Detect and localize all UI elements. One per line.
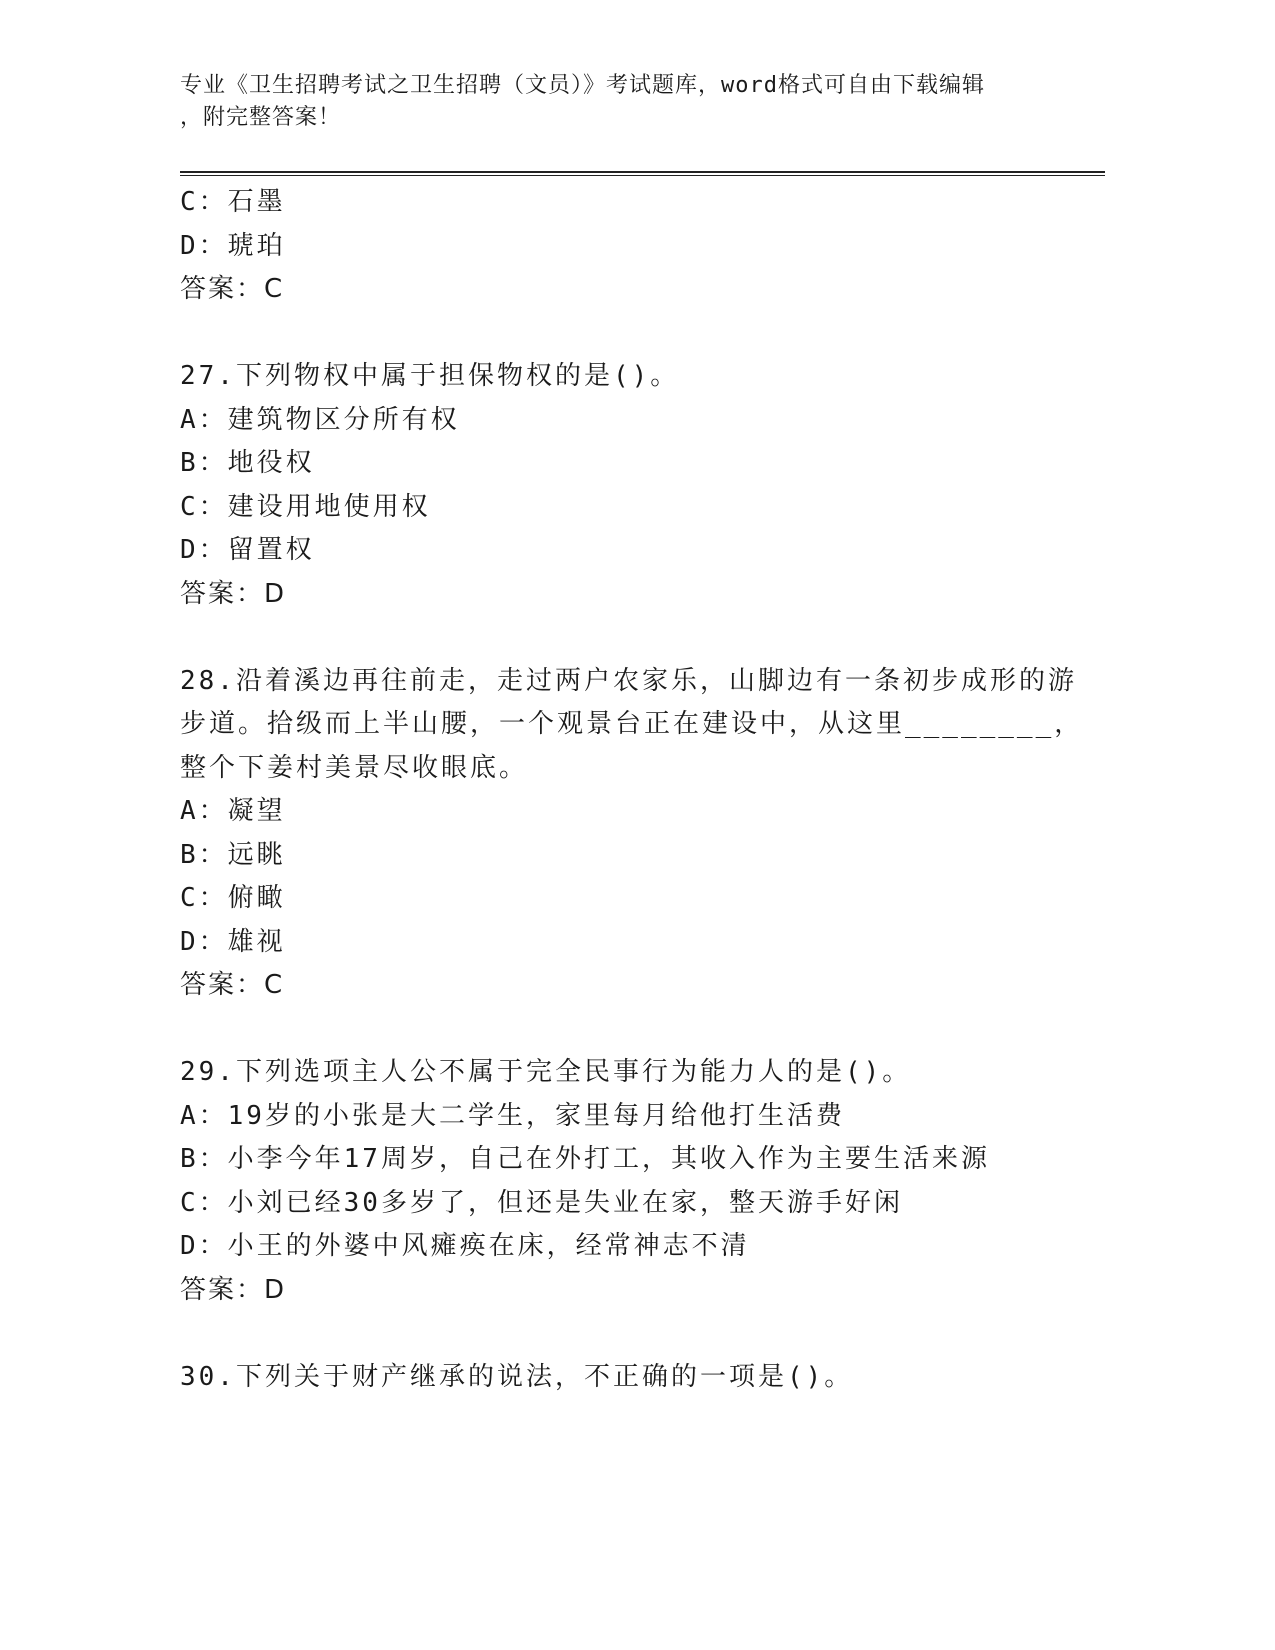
answer: 答案：C: [180, 970, 285, 1000]
option-d: D：琥珀: [180, 230, 286, 261]
document-header: [180, 70, 1060, 134]
option-b: B：远眺: [180, 839, 286, 870]
question-28: [180, 660, 1084, 1008]
question-30: [180, 1356, 1060, 1400]
option-b: B：地役权: [180, 448, 315, 478]
spacer: [180, 1008, 1060, 1052]
question-29: [180, 1051, 1060, 1312]
header-divider-thin: [180, 175, 1105, 176]
header-divider-thick: [180, 171, 1105, 173]
question-stem: 27.下列物权中属于担保物权的是()。: [180, 361, 680, 391]
spacer: [180, 1312, 1060, 1356]
question-27: [180, 355, 1060, 616]
option-a: A：凝望: [180, 796, 286, 826]
question-stem-line-3: 整个下姜村美景尽收眼底。: [180, 752, 529, 783]
question-stem: [180, 660, 1084, 791]
header-line-2: ，附完整答案！: [180, 105, 342, 130]
option-d: D：小王的外婆中风瘫痪在床，经常神志不清: [180, 1231, 750, 1261]
question-stem: 29.下列选项主人公不属于完全民事行为能力人的是()。: [180, 1057, 912, 1087]
question-stem-line-1: 28.沿着溪边再往前走，走过两户农家乐，山脚边有一条初步成形的游: [180, 665, 1077, 696]
option-d: D：留置权: [180, 535, 315, 565]
spacer: [180, 616, 1060, 660]
option-a: A：建筑物区分所有权: [180, 404, 460, 435]
answer: 答案：C: [180, 274, 285, 304]
answer: 答案：D: [180, 578, 287, 609]
option-c: C：俯瞰: [180, 883, 286, 913]
option-c: C：小刘已经30多岁了，但还是失业在家，整天游手好闲: [180, 1187, 903, 1218]
option-a: A：19岁的小张是大二学生，家里每月给他打生活费: [180, 1100, 845, 1131]
header-line-1: 专业《卫生招聘考试之卫生招聘（文员）》考试题库，word格式可自由下载编辑: [180, 73, 985, 98]
question-26: [180, 181, 1060, 312]
answer: 答案：D: [180, 1274, 287, 1305]
option-c: C：石墨: [180, 187, 286, 217]
option-b: B：小李今年17周岁，自己在外打工，其收入作为主要生活来源: [180, 1144, 990, 1174]
option-d: D：雄视: [180, 926, 286, 957]
spacer: [180, 312, 1060, 356]
question-stem: 30.下列关于财产继承的说法，不正确的一项是()。: [180, 1361, 854, 1392]
question-list: [180, 181, 1084, 1399]
question-stem-line-2: 步道。拾级而上半山腰，一个观景台正在建设中，从这里________，: [180, 709, 1084, 739]
option-c: C：建设用地使用权: [180, 491, 431, 522]
